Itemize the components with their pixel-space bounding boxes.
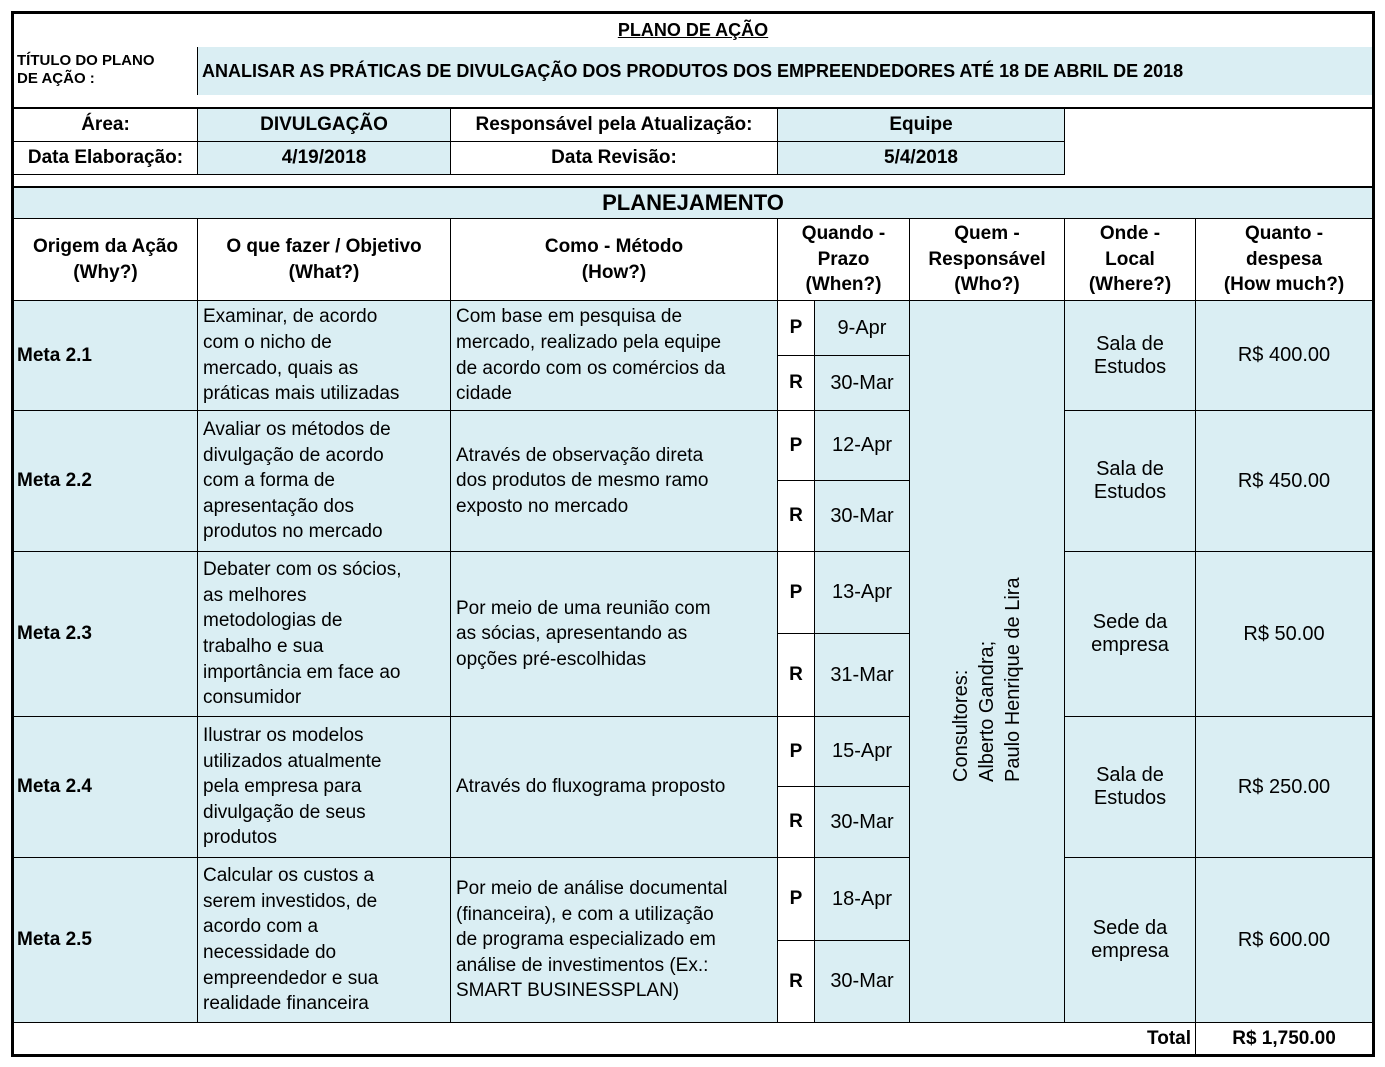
planned-label: P [778,301,815,356]
action-plan-sheet [11,11,1375,1057]
planned-label: P [778,552,815,634]
realized-date: 30-Mar [815,481,910,552]
responsible-value: Equipe [778,109,1065,142]
plan-title-label: TÍTULO DO PLANO DE AÇÃO : [17,52,155,87]
total-value: R$ 1,750.00 [1232,1027,1336,1049]
planned-label: P [778,411,815,481]
row-how: Através de observação direta dos produtos de mesmo ramo exposto no mercado [451,411,778,552]
row-how: Por meio de uma reunião com as sócias, apresentando as opções pré-escolhidas [451,552,778,717]
col-header-when: Quando - Prazo (When?) [778,219,910,301]
col-header-where: Onde - Local (Where?) [1065,219,1196,301]
row-what: Examinar, de acordo com o nicho de mercado, quais as práticas mais utilizadas [198,301,451,411]
who-responsible-text: Consultores: Alberto Gandra; Paulo Henrique de Lira [950,576,1024,782]
created-label: Data Elaboração: [14,142,198,175]
row-cost: R$ 400.00 [1196,301,1372,411]
planned-label: P [778,717,815,787]
realized-label: R [778,356,815,411]
area-value: DIVULGAÇÃO [198,109,451,142]
total-label: Total [14,1023,1196,1054]
row-origin: Meta 2.5 [14,858,198,1023]
row-origin: Meta 2.2 [14,411,198,552]
row-origin: Meta 2.4 [14,717,198,858]
row-what: Avaliar os métodos de divulgação de acordo com a forma de apresentação dos produtos no mercado [198,411,451,552]
row-how: Por meio de análise documental (financeira), e com a utilização de programa especializado em análise de investimentos (Ex.: SMART BUSINESSPLAN) [451,858,778,1023]
revision-label: Data Revisão: [451,142,778,175]
plan-title-value: ANALISAR AS PRÁTICAS DE DIVULGAÇÃO DOS PRODUTOS DOS EMPREENDEDORES ATÉ 18 DE ABRIL DE 2018 [197,47,1372,95]
area-label: Área: [14,109,198,142]
planned-date: 9-Apr [815,301,910,356]
row-how: Com base em pesquisa de mercado, realizado pela equipe de acordo com os comércios da cidade [451,301,778,411]
row-what: Calcular os custos a serem investidos, de acordo com a necessidade do empreendedor e sua realidade financeira [198,858,451,1023]
created-value: 4/19/2018 [198,142,451,175]
planned-date: 13-Apr [815,552,910,634]
col-header-why: Origem da Ação (Why?) [14,219,198,301]
row-where: Sala de Estudos [1065,717,1196,858]
row-cost: R$ 450.00 [1196,411,1372,552]
realized-label: R [778,941,815,1023]
row-origin: Meta 2.3 [14,552,198,717]
row-cost: R$ 600.00 [1196,858,1372,1023]
realized-date: 31-Mar [815,634,910,717]
row-where: Sala de Estudos [1065,411,1196,552]
realized-label: R [778,481,815,552]
planned-label: P [778,858,815,941]
realized-date: 30-Mar [815,941,910,1023]
realized-label: R [778,634,815,717]
row-cost: R$ 250.00 [1196,717,1372,858]
col-header-what: O que fazer / Objetivo (What?) [198,219,451,301]
row-how: Através do fluxograma proposto [451,717,778,858]
page-title: PLANO DE AÇÃO [617,20,769,40]
realized-label: R [778,787,815,858]
responsible-label: Responsável pela Atualização: [451,109,778,142]
row-what: Debater com os sócios, as melhores metodologias de trabalho e sua importância em face ao consumidor [198,552,451,717]
row-where: Sala de Estudos [1065,301,1196,411]
row-cost: R$ 50.00 [1196,552,1372,717]
planned-date: 12-Apr [815,411,910,481]
row-origin: Meta 2.1 [14,301,198,411]
row-where: Sede da empresa [1065,552,1196,717]
revision-value: 5/4/2018 [778,142,1065,175]
row-where: Sede da empresa [1065,858,1196,1023]
section-title: PLANEJAMENTO [14,188,1372,219]
col-header-how: Como - Método (How?) [451,219,778,301]
col-header-who: Quem - Responsável (Who?) [910,219,1065,301]
who-responsible-cell [910,301,1065,1023]
realized-date: 30-Mar [815,356,910,411]
planned-date: 15-Apr [815,717,910,787]
row-what: Ilustrar os modelos utilizados atualmente pela empresa para divulgação de seus produtos [198,717,451,858]
planned-date: 18-Apr [815,858,910,941]
col-header-how-much: Quanto - despesa (How much?) [1196,219,1372,301]
realized-date: 30-Mar [815,787,910,858]
